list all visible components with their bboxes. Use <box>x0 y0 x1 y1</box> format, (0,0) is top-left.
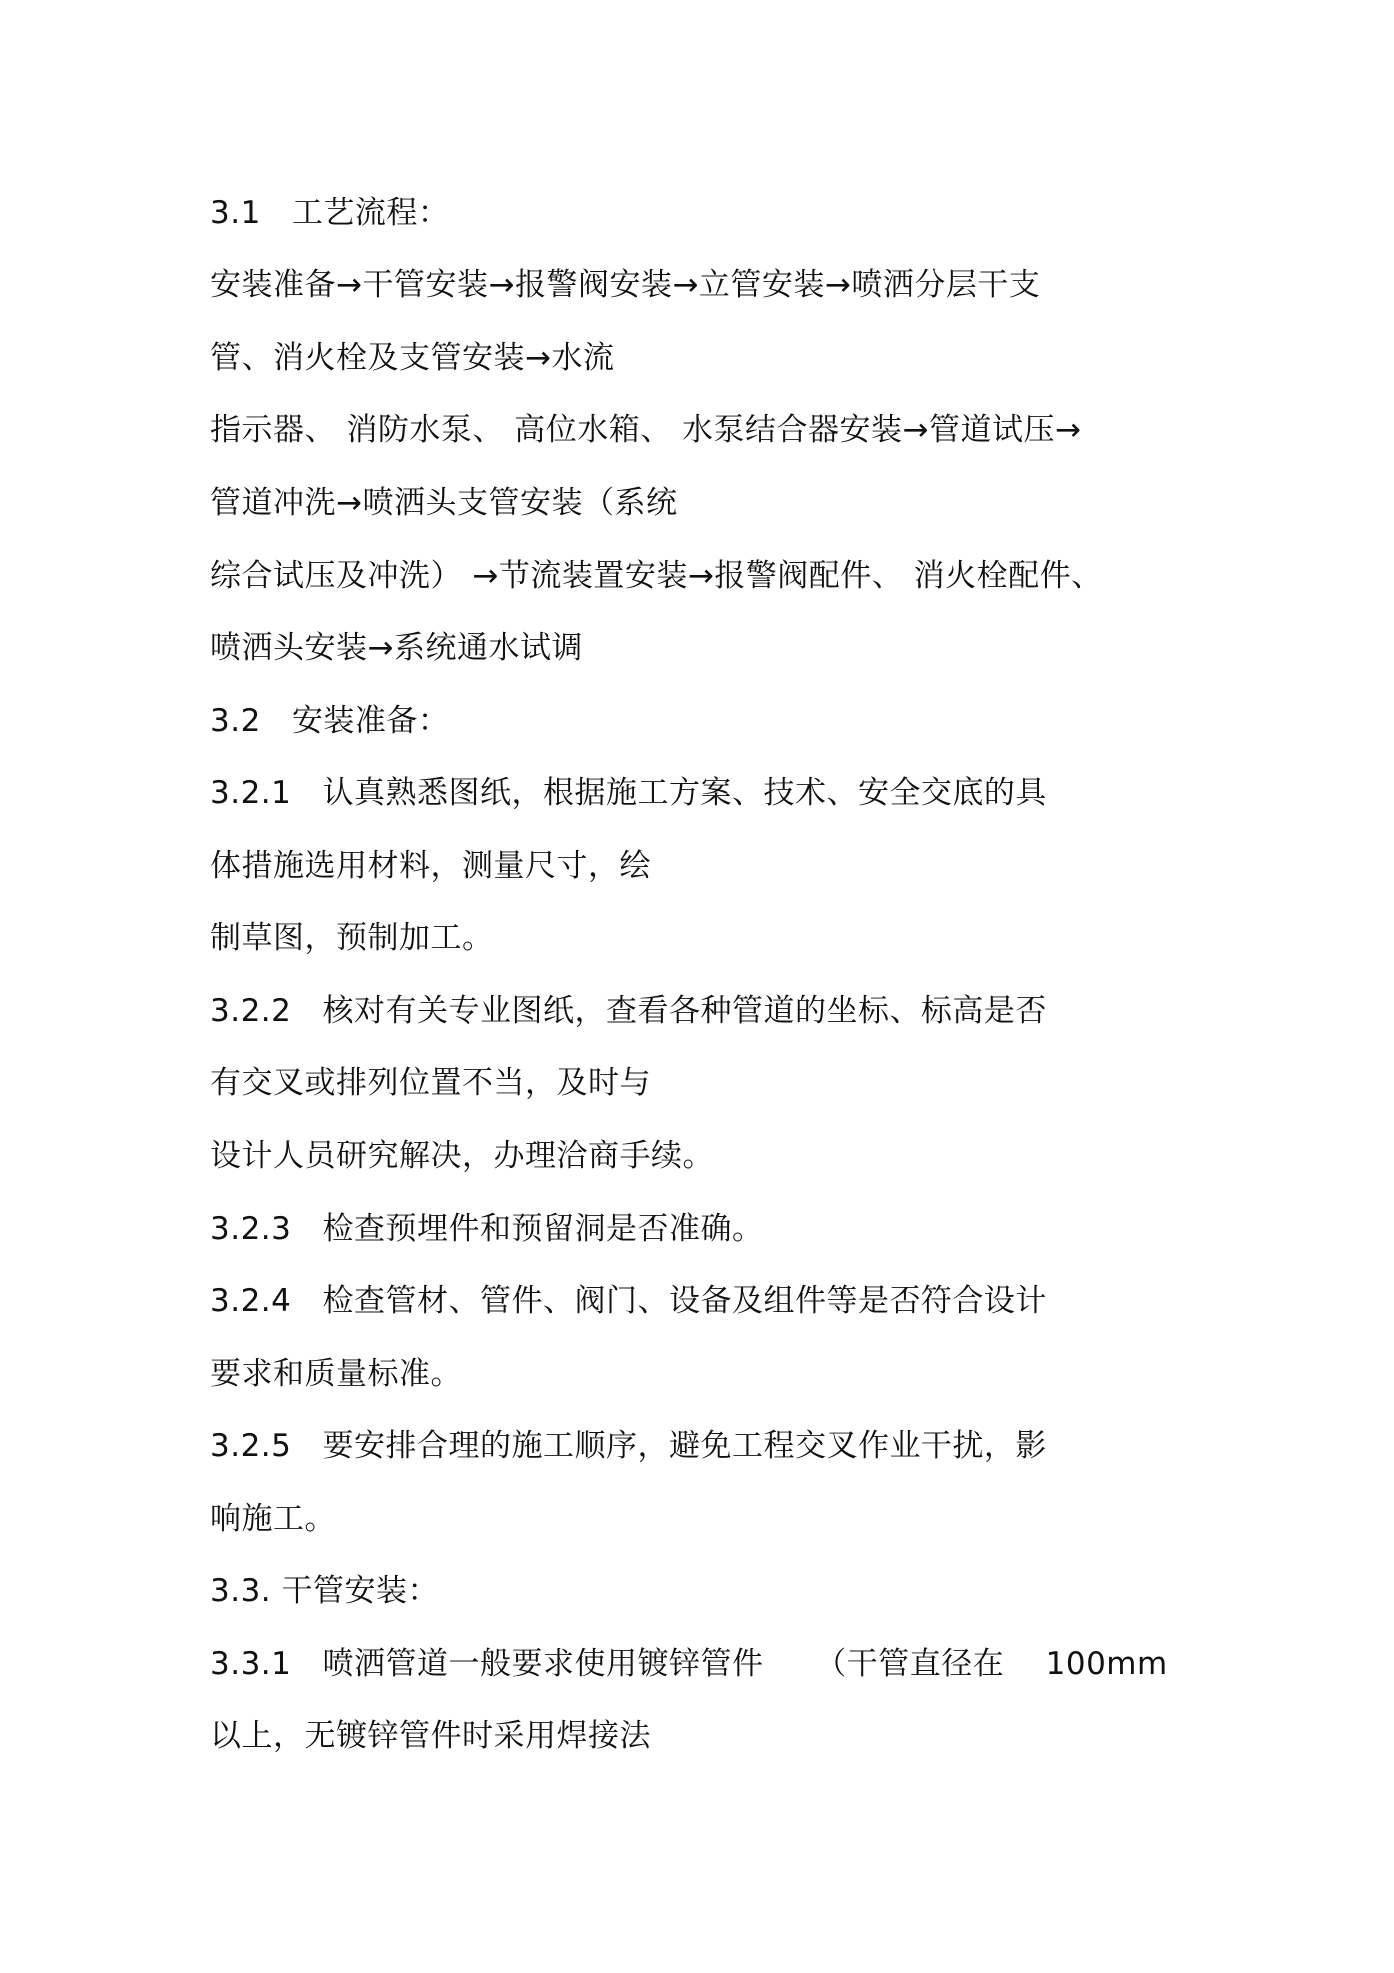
text-line: 有交叉或排列位置不当，及时与 <box>210 1065 651 1101</box>
text-line-section-3-3: 3.3. 干管安装： <box>210 1573 440 1609</box>
text-line: 喷洒头安装→系统通水试调 <box>210 630 583 666</box>
text-line: 管、消火栓及支管安装→水流 <box>210 340 615 376</box>
text-line: 安装准备→干管安装→报警阀安装→立管安装→喷洒分层干支 <box>210 267 1041 303</box>
text-line: 响施工。 <box>210 1501 336 1537</box>
text-line-item-3-2-2: 3.2.2 核对有关专业图纸，查看各种管道的坐标、标高是否 <box>210 993 1047 1029</box>
text-line-item-3-2-5: 3.2.5 要安排合理的施工顺序，避免工程交叉作业干扰，影 <box>210 1428 1047 1464</box>
text-line-section-3-2: 3.2 安装准备： <box>210 703 450 739</box>
text-line-section-3-1: 3.1 工艺流程： <box>210 195 450 231</box>
text-line-item-3-2-1: 3.2.1 认真熟悉图纸，根据施工方案、技术、安全交底的具 <box>210 775 1047 811</box>
text-line: 指示器、 消防水泵、 高位水箱、 水泵结合器安装→管道试压→ <box>210 412 1082 448</box>
text-line: 制草图，预制加工。 <box>210 920 494 956</box>
text-line-item-3-2-4: 3.2.4 检查管材、管件、阀门、设备及组件等是否符合设计 <box>210 1283 1047 1319</box>
text-line: 综合试压及冲洗） →节流装置安装→报警阀配件、 消火栓配件、 <box>210 558 1103 594</box>
text-line-item-3-2-3: 3.2.3 检查预埋件和预留洞是否准确。 <box>210 1211 764 1247</box>
text-line-item-3-3-1: 3.3.1 喷洒管道一般要求使用镀锌管件 （干管直径在 100mm <box>210 1646 1168 1682</box>
text-line: 管道冲洗→喷洒头支管安装（系统 <box>210 485 678 521</box>
text-line: 体措施选用材料，测量尺寸，绘 <box>210 848 651 884</box>
text-line: 设计人员研究解决，办理洽商手续。 <box>210 1138 714 1174</box>
text-line: 以上，无镀锌管件时采用焊接法 <box>210 1718 651 1754</box>
text-line: 要求和质量标准。 <box>210 1356 462 1392</box>
